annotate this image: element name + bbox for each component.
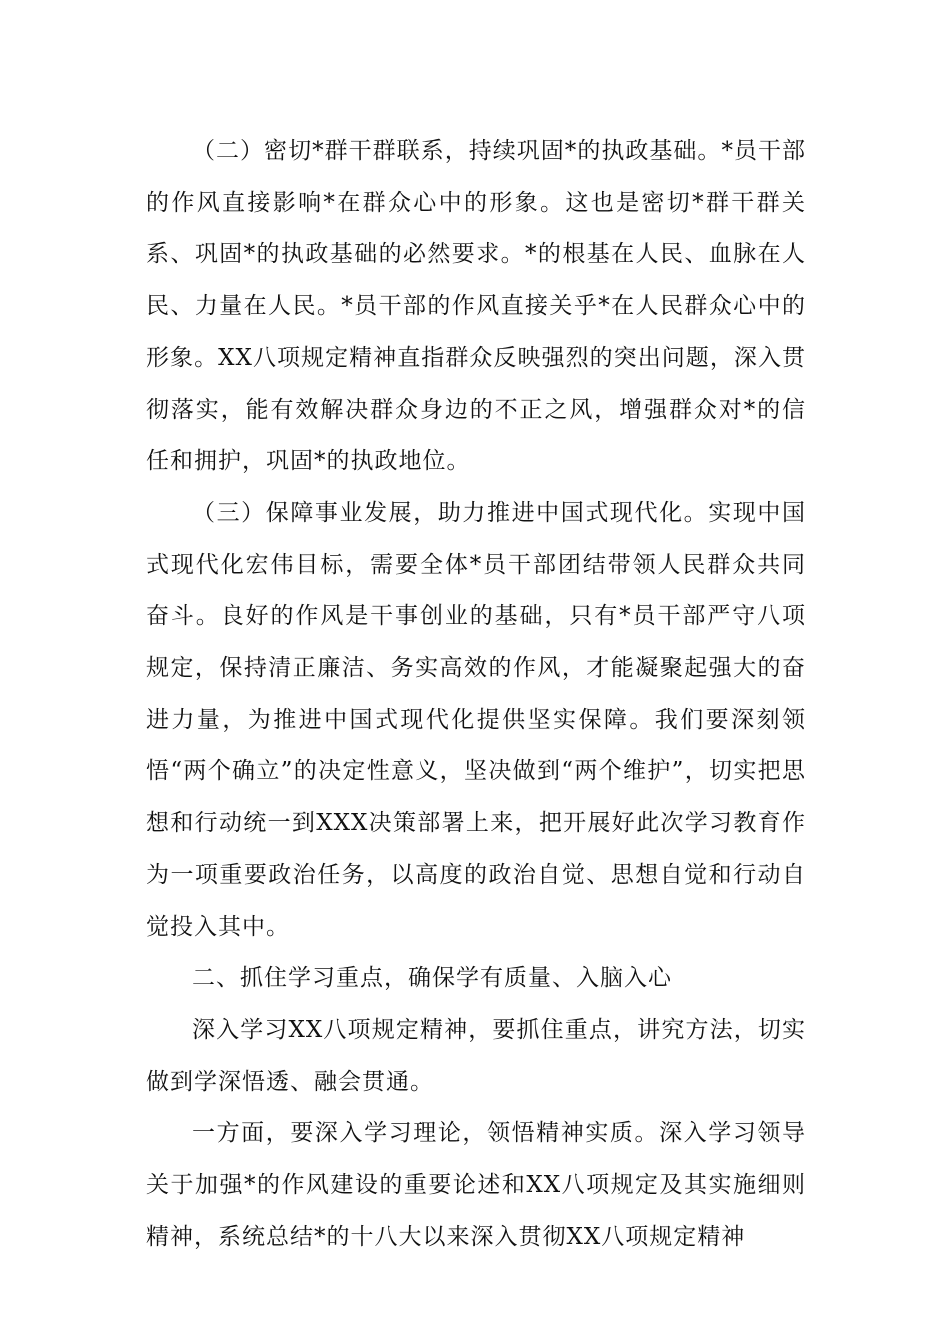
- paragraph-study-theory: 一方面，要深入学习理论，领悟精神实质。深入学习领导关于加强*的作风建设的重要论述和XX八项规定及其实施细则精神，系统总结*的十八大以来深入贯彻XX八项规定精神: [146, 1120, 806, 1250]
- paragraph-study-intro: 深入学习XX八项规定精神，要抓住重点，讲究方法，切实做到学深悟透、融会贯通。: [146, 1016, 806, 1095]
- document-body: [146, 126, 806, 1263]
- paragraph-strengthen-party-mass-ties: （二）密切*群干群联系，持续巩固*的执政基础。*员干部的作风直接影响*在群众心中的形象。这也是密切*群干群关系、巩固*的执政基础的必然要求。*的根基在人民、血脉在人民、力量在人民。*员干部的作风直接关乎*在人民群众心中的形象。XX八项规定精神直指群众反映强烈的突出问题，深入贯彻落实，能有效解决群众身边的不正之风，增强群众对*的信任和拥护，巩固*的执政地位。: [146, 138, 806, 475]
- section-heading-study-focus: 二、抓住学习重点，确保学有质量、入脑入心: [192, 965, 672, 992]
- paragraph-support-modernization: （三）保障事业发展，助力推进中国式现代化。实现中国式现代化宏伟目标，需要全体*员干部团结带领人民群众共同奋斗。良好的作风是干事创业的基础，只有*员干部严守八项规定，保持清正廉洁、务实高效的作风，才能凝聚起强大的奋进力量，为推进中国式现代化提供坚实保障。我们要深刻领悟“两个确立”的决定性意义，坚决做到“两个维护”，切实把思想和行动统一到XXX决策部署上来，把开展好此次学习教育作为一项重要政治任务，以高度的政治自觉、思想自觉和行动自觉投入其中。: [146, 499, 806, 940]
